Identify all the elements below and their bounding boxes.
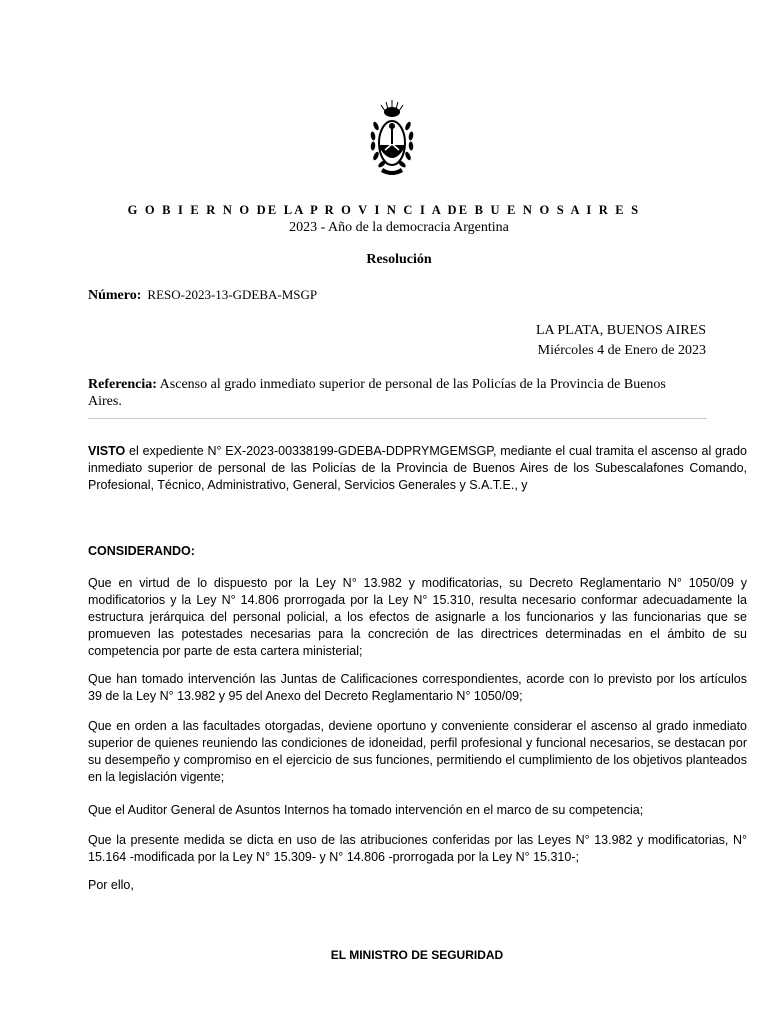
- place: LA PLATA, BUENOS AIRES: [535, 323, 706, 338]
- date: Miércoles 4 de Enero de 2023: [537, 343, 706, 358]
- document-type: Resolución: [366, 252, 432, 267]
- numero-value: RESO-2023-13-GDEBA-MSGP: [147, 287, 318, 302]
- government-header: G O B I E R N O DE LA P R O V I N C I A DE B U E N O S A I R E S: [127, 203, 641, 217]
- paragraph-2: Que han tomado intervención las Juntas de Calificaciones correspondientes, acorde con lo previsto por los artículos 39 de la Ley N° 13.982 y 95 del Anexo del Decreto Reglamentario N° 1050/09;: [88, 672, 747, 703]
- visto-paragraph: [88, 443, 747, 494]
- visto-text: el expediente N° EX-2023-00338199-GDEBA-DDPRYMGEMSGP, mediante el cual tramita el ascenso al grado inmediato superior de personal de las Policías de la Provincia de Buenos Aires de los Subescalafones Comando, Profesional, Técnico, Administrativo, General, Servicios Generales y S.A.T.E., y: [88, 444, 747, 492]
- referencia-text: Ascenso al grado inmediato superior de personal de las Policías de la Provincia de Buenos Aires.: [88, 377, 666, 409]
- divider: [88, 418, 707, 419]
- provincial-seal-icon: [367, 98, 417, 182]
- paragraph-1: Que en virtud de lo dispuesto por la Ley N° 13.982 y modificatorias, su Decreto Reglamentario N° 1050/09 y modificatorios y la Ley N° 14.806 prorrogada por la Ley N° 15.310, resulta necesario conformar adecuadamente la estructura jerárquica del personal policial, a los efectos de asignarle a los funcionarios y las funcionarias que se promueven las potestades necesarias para la concreción de las directrices determinadas en el ámbito de su competencia por parte de esta cartera ministerial;: [88, 576, 747, 658]
- signatory-title: EL MINISTRO DE SEGURIDAD: [330, 948, 504, 962]
- referencia-label: Referencia:: [88, 377, 157, 392]
- paragraph-3: Que en orden a las facultades otorgadas, deviene oportuno y conveniente considerar el ascenso al grado inmediato superior de quienes reuniendo las condiciones de idoneidad, perfil profesional y funcional necesarios, se destacan por su desempeño y compromiso en el ejercicio de sus funciones, permitiendo el cumplimiento de los objetivos planteados en la legislación vigente;: [88, 719, 747, 784]
- considerando-heading: CONSIDERANDO:: [88, 544, 195, 558]
- year-motto: 2023 - Año de la democracia Argentina: [289, 220, 509, 235]
- paragraph-5: Que la presente medida se dicta en uso de las atribuciones conferidas por las Leyes N° 13.982 y modificatorias, N° 15.164 -modificada por la Ley N° 15.309- y N° 14.806 -prorrogada por la Ley N° 15.310-;: [88, 833, 747, 864]
- paragraph-4: Que el Auditor General de Asuntos Internos ha tomado intervención en el marco de su competencia;: [88, 803, 644, 817]
- reference: [88, 376, 688, 410]
- numero-label: Número:: [88, 288, 142, 303]
- por-ello: Por ello,: [88, 878, 134, 892]
- visto-label: VISTO: [88, 444, 126, 458]
- resolution-number: [88, 287, 317, 304]
